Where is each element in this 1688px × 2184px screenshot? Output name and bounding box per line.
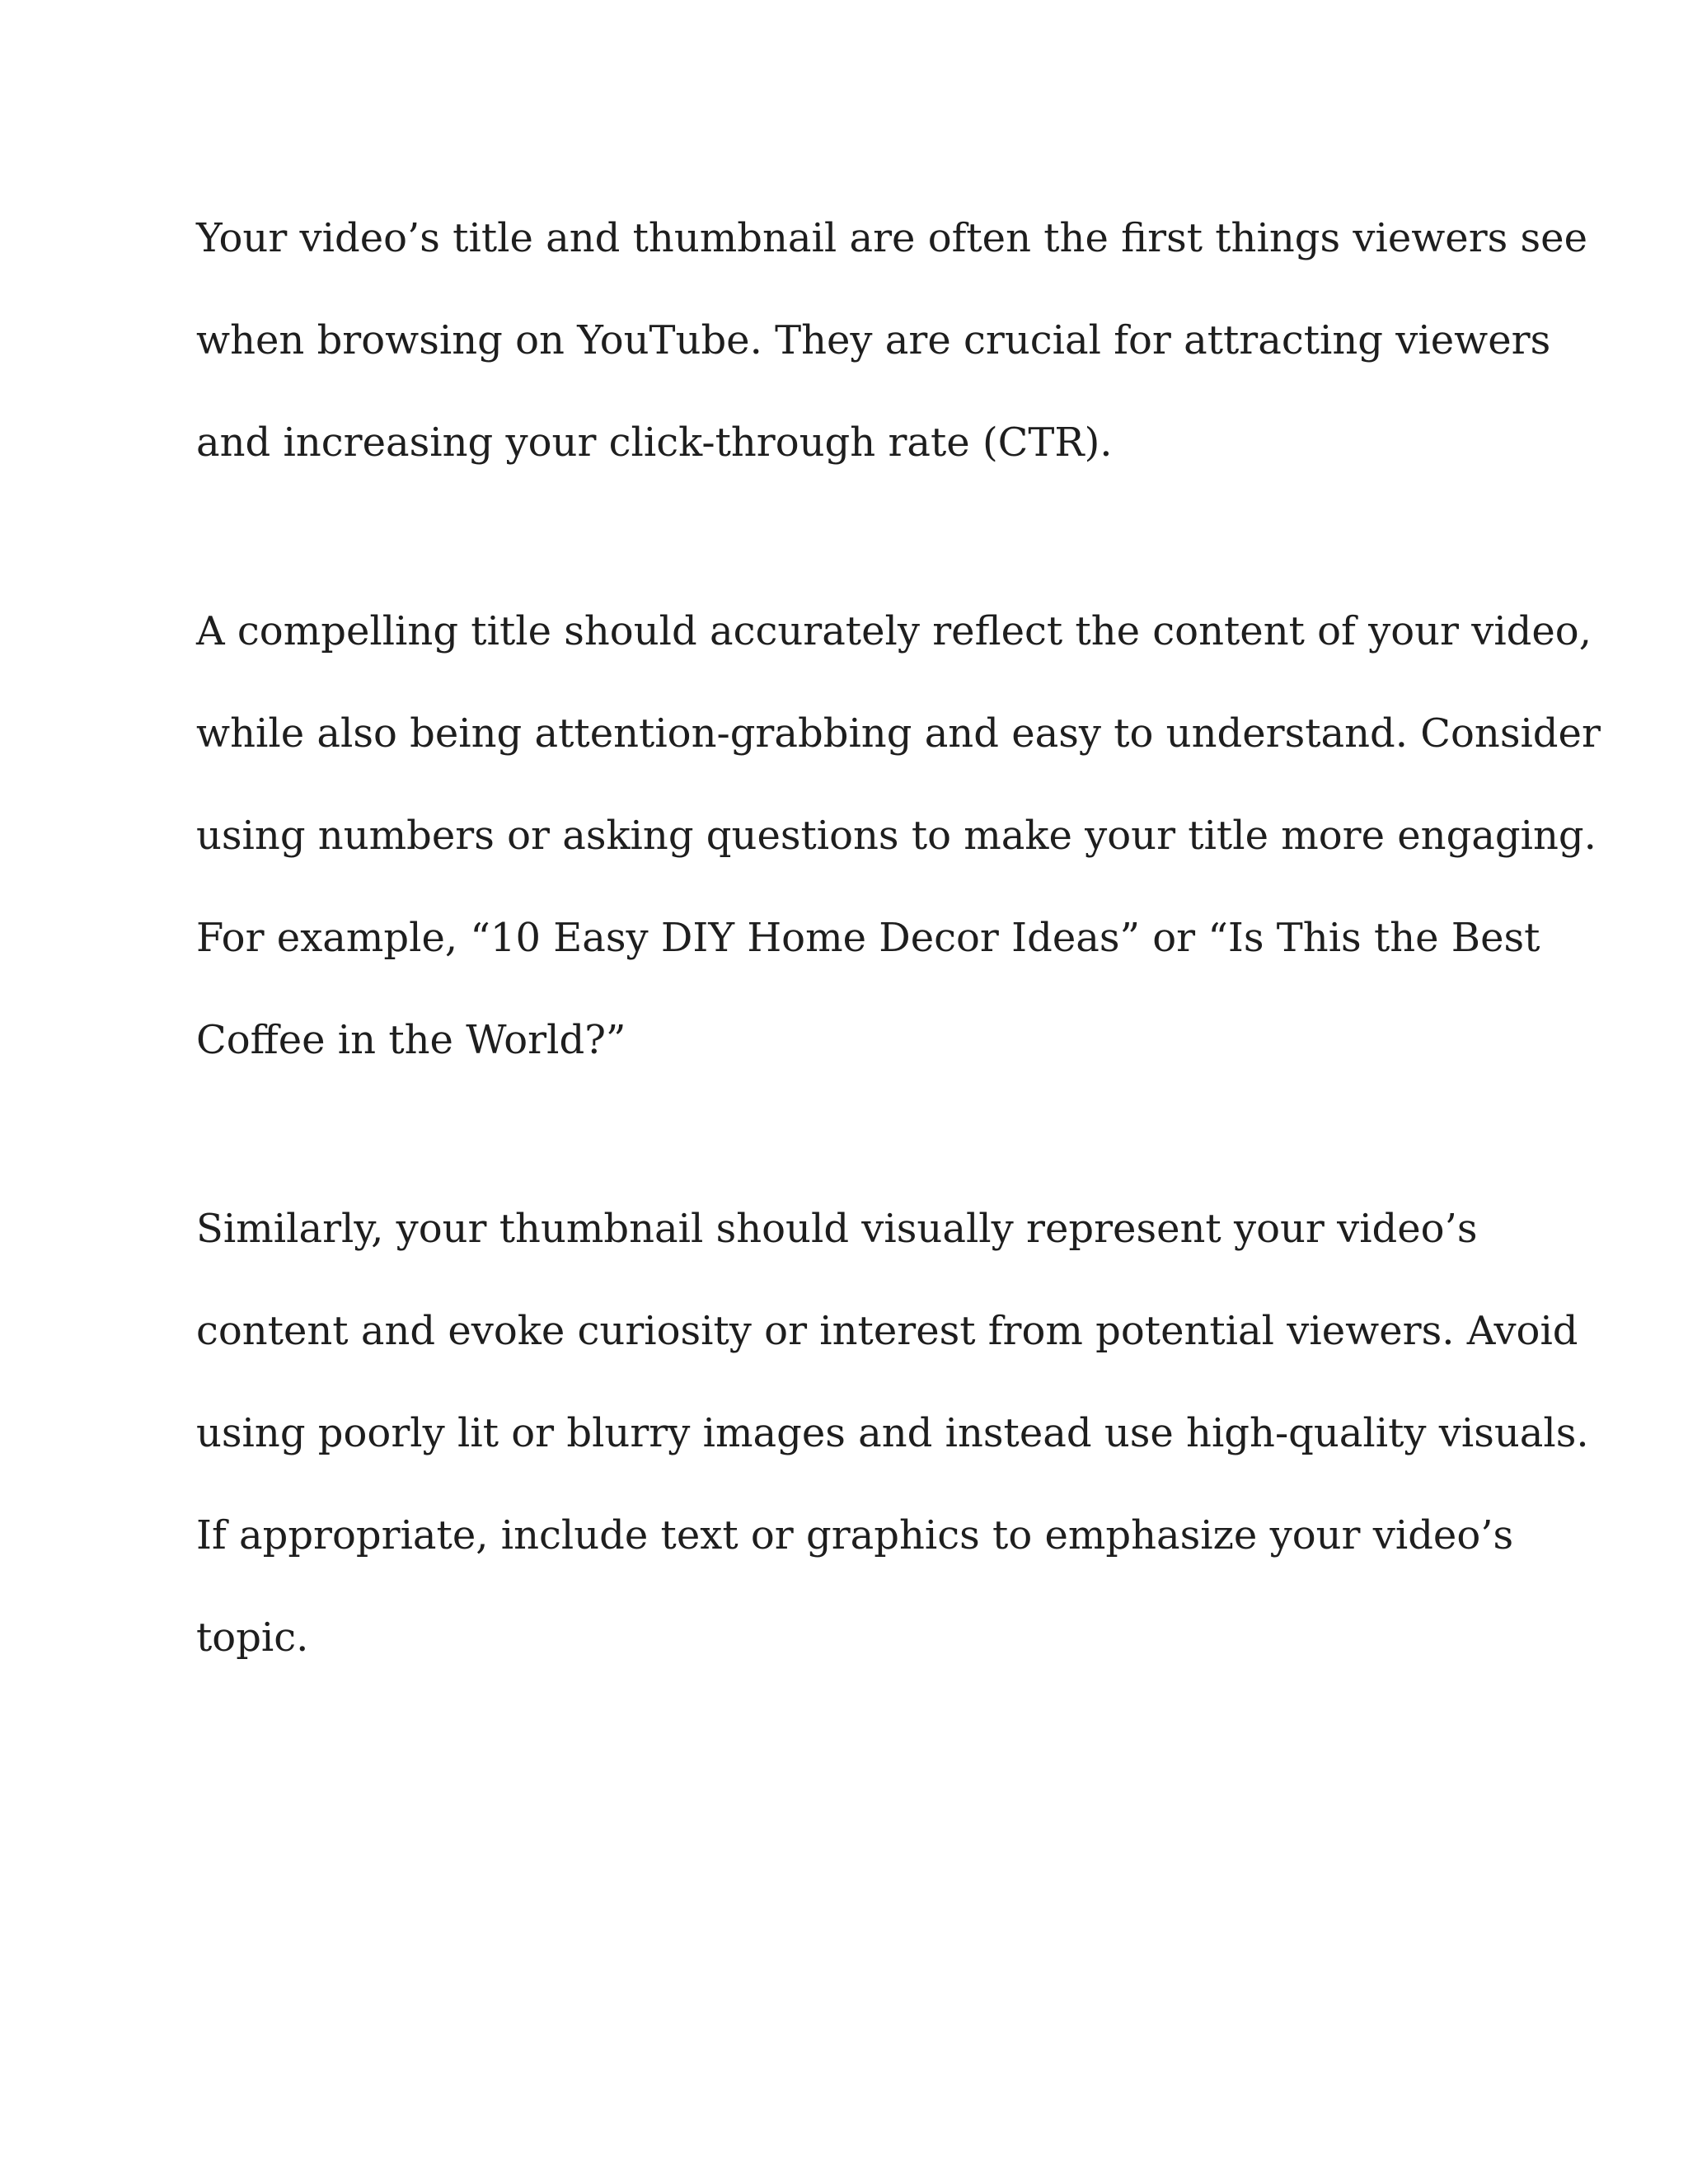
paragraph-line: topic. [196, 1615, 309, 1661]
paragraph-line: Similarly, your thumbnail should visually represent your video’s [196, 1206, 1478, 1252]
paragraph-line: using poorly lit or blurry images and instead use high-quality visuals. [196, 1410, 1589, 1456]
paragraph-line: For example, “10 Easy DIY Home Decor Ideas” or “Is This the Best [196, 915, 1540, 961]
paragraph-title-thumbnail-intro [196, 187, 1587, 494]
paragraph-thumbnail-advice [196, 1178, 1589, 1689]
paragraph-line: and increasing your click-through rate (CTR). [196, 419, 1113, 466]
paragraph-line: Your video’s title and thumbnail are often the first things viewers see [196, 215, 1587, 261]
document-body [196, 187, 1601, 1689]
paragraph-line: using numbers or asking questions to make your title more engaging. [196, 813, 1597, 859]
paragraph-line: content and evoke curiosity or interest from potential viewers. Avoid [196, 1308, 1578, 1354]
paragraph-line: If appropriate, include text or graphics to emphasize your video’s [196, 1512, 1514, 1558]
paragraph-spacer [196, 494, 1581, 580]
paragraph-compelling-title [196, 580, 1601, 1091]
paragraph-line: A compelling title should accurately reflect the content of your video, [196, 608, 1592, 654]
paragraph-line: when browsing on YouTube. They are crucial for attracting viewers [196, 317, 1551, 363]
paragraph-spacer [196, 1091, 1581, 1178]
paragraph-line: while also being attention-grabbing and easy to understand. Consider [196, 710, 1601, 757]
paragraph-line: Coffee in the World?” [196, 1017, 626, 1063]
